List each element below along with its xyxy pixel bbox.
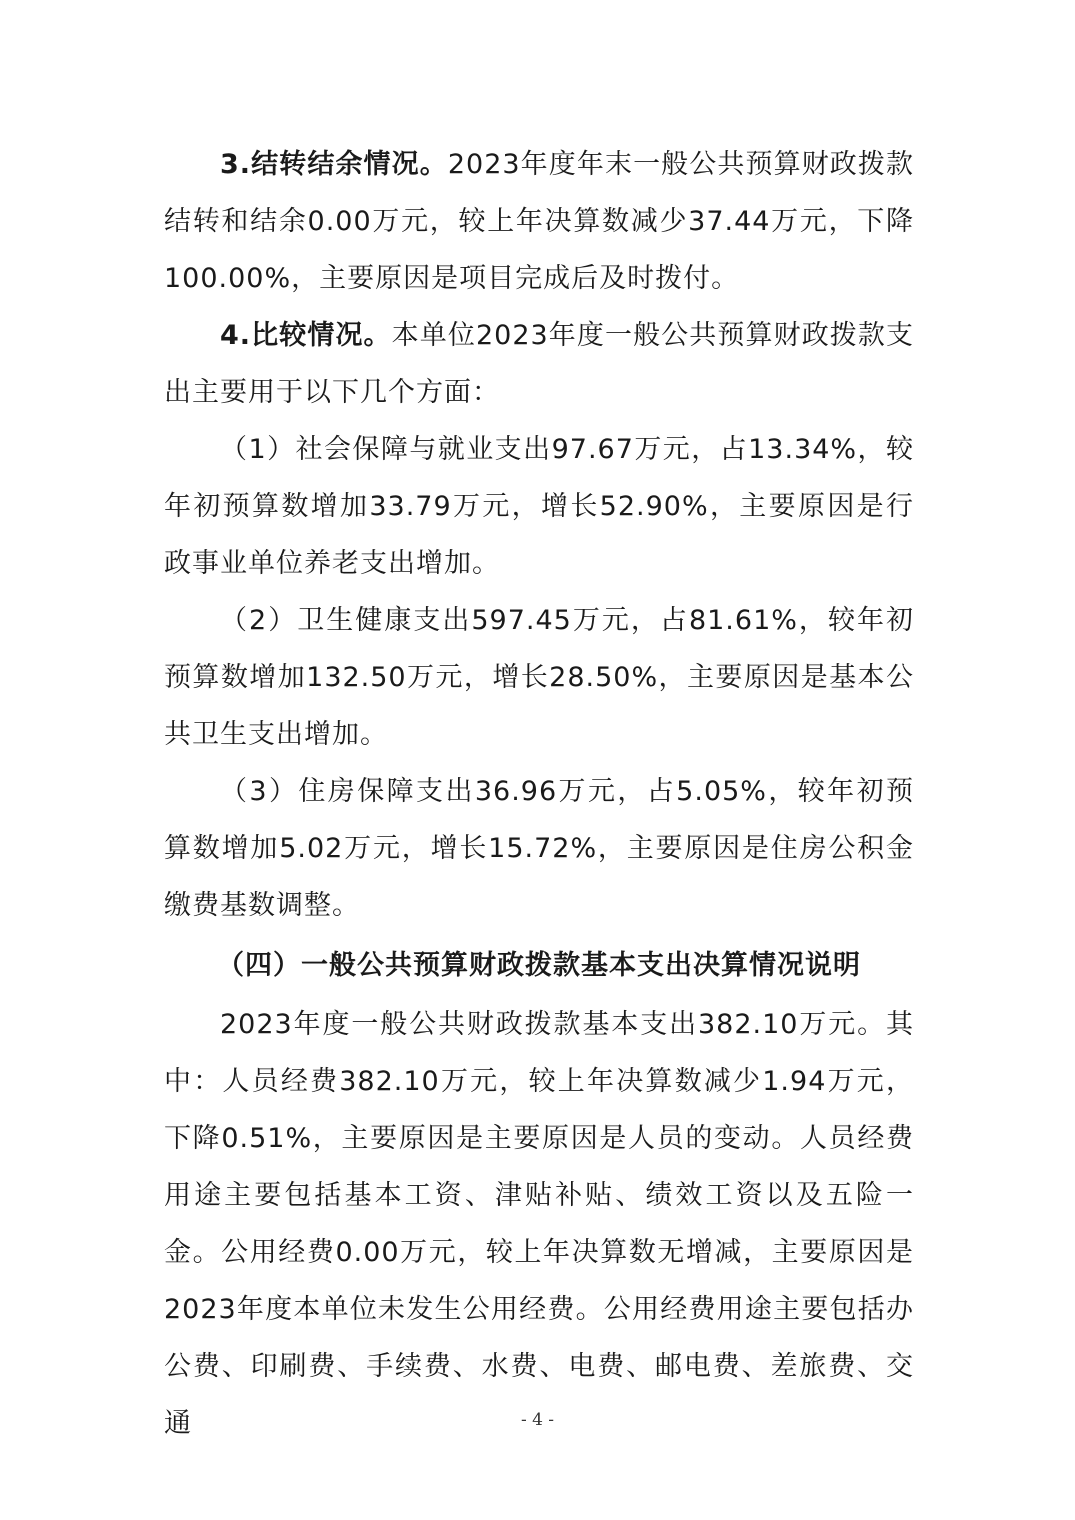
document-body xyxy=(164,136,914,1452)
paragraph-lead-carryover: 3.结转结余情况。 xyxy=(220,149,448,180)
paragraph-text-comparison: 本单位2023年度一般公共预算财政拨款支出主要用于以下几个方面： xyxy=(164,320,914,408)
page-number: - 4 - xyxy=(520,1410,555,1430)
paragraph-comparison xyxy=(164,307,914,421)
paragraph-health: （2）卫生健康支出597.45万元，占81.61%，较年初预算数增加132.50万元，增长28.50%，主要原因是基本公共卫生支出增加。 xyxy=(164,605,914,750)
paragraph-text-carryover: 2023年度年末一般公共预算财政拨款结转和结余0.00万元，较上年决算数减少37.44万元，下降100.00%，主要原因是项目完成后及时拨付。 xyxy=(164,149,914,294)
section-heading: （四）一般公共预算财政拨款基本支出决算情况说明 xyxy=(217,950,861,981)
paragraph-carryover xyxy=(164,136,914,307)
paragraph-housing: （3）住房保障支出36.96万元，占5.05%，较年初预算数增加5.02万元，增长15.72%，主要原因是住房公积金缴费基数调整。 xyxy=(164,776,914,921)
paragraph-lead-comparison: 4.比较情况。 xyxy=(220,320,392,351)
paragraph-basic-expenditure: 2023年度一般公共财政拨款基本支出382.10万元。其中：人员经费382.10万元，较上年决算数减少1.94万元，下降0.51%，主要原因是主要原因是人员的变动。人员经费用途主要包括基本工资、津贴补贴、绩效工资以及五险一金。公用经费0.00万元，较上年决算数无增减，主要原因是2023年度本单位未发生公用经费。公用经费用途主要包括办公费、印刷费、手续费、水费、电费、邮电费、差旅费、交通 xyxy=(164,1009,914,1439)
paragraph-social-security: （1）社会保障与就业支出97.67万元，占13.34%，较年初预算数增加33.79万元，增长52.90%，主要原因是行政事业单位养老支出增加。 xyxy=(164,434,914,579)
